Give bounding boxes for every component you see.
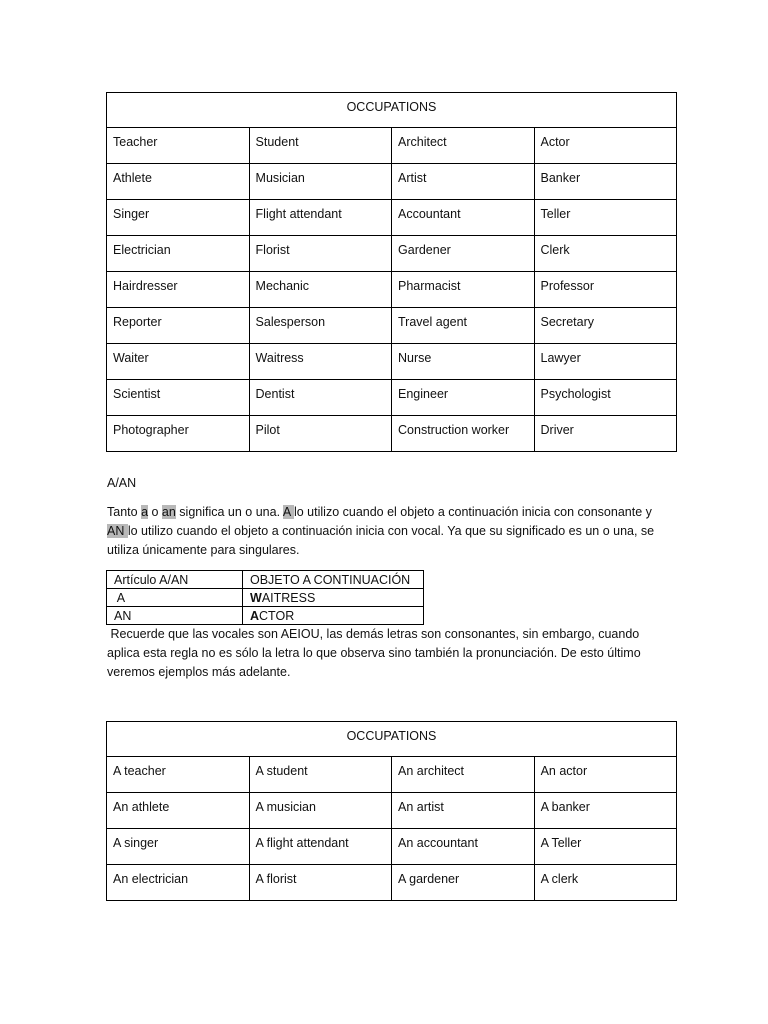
- explanation-paragraph: Tanto a o an significa un o una. A lo utilizo cuando el objeto a continuación inicia con consonante y AN lo utilizo cuando el objeto a continuación inicia con vocal. Ya que su significado es un o una, se utiliza únicamente para singulares.: [107, 505, 655, 557]
- table-row: [107, 272, 677, 308]
- table-cell: Waiter: [107, 344, 250, 380]
- occupations-with-articles-table: [106, 721, 677, 901]
- table-row: [107, 308, 677, 344]
- table-cell: Architect: [392, 128, 534, 164]
- table-cell: A flight attendant: [249, 829, 392, 865]
- table-cell: Clerk: [534, 236, 677, 272]
- object-header: OBJETO A CONTINUACIÓN: [243, 571, 424, 589]
- object-cell: ACTOR: [243, 607, 424, 625]
- article-cell: A: [107, 589, 243, 607]
- table-cell: Travel agent: [392, 308, 534, 344]
- table-cell: Psychologist: [534, 380, 677, 416]
- table-cell: Mechanic: [249, 272, 391, 308]
- table-row: [107, 128, 677, 164]
- table-cell: Pilot: [249, 416, 391, 452]
- table-cell: An electrician: [107, 865, 250, 901]
- table-cell: Banker: [534, 164, 677, 200]
- article-cell: AN: [107, 607, 243, 625]
- table-cell: Hairdresser: [107, 272, 250, 308]
- table-row: [107, 380, 677, 416]
- table-cell: Electrician: [107, 236, 250, 272]
- table-cell: Musician: [249, 164, 391, 200]
- object-cell: WAITRESS: [243, 589, 424, 607]
- table-header: OCCUPATIONS: [107, 93, 677, 128]
- table-cell: Actor: [534, 128, 677, 164]
- section-title: A/AN: [107, 476, 137, 490]
- table-cell: A gardener: [392, 865, 535, 901]
- table-cell: A clerk: [534, 865, 676, 901]
- table-cell: Professor: [534, 272, 677, 308]
- table-cell: An athlete: [107, 793, 250, 829]
- table-cell: Scientist: [107, 380, 250, 416]
- article-table: [106, 570, 424, 625]
- table-cell: Secretary: [534, 308, 677, 344]
- table-cell: A student: [249, 757, 392, 793]
- table-cell: Pharmacist: [392, 272, 534, 308]
- table-cell: A musician: [249, 793, 392, 829]
- table-cell: Nurse: [392, 344, 534, 380]
- note-paragraph: Recuerde que las vocales son AEIOU, las demás letras son consonantes, sin embargo, cuando aplica esta regla no es sólo la letra lo que observa sino también la pronunciación. De esto último veremos ejemplos más adelante.: [107, 627, 641, 679]
- table-cell: An accountant: [392, 829, 535, 865]
- table-cell: Accountant: [392, 200, 534, 236]
- table-row: [107, 829, 677, 865]
- table-cell: Construction worker: [392, 416, 534, 452]
- table-cell: A singer: [107, 829, 250, 865]
- table-header: OCCUPATIONS: [107, 722, 677, 757]
- table-row: [107, 865, 677, 901]
- table-cell: A florist: [249, 865, 392, 901]
- table-cell: Teacher: [107, 128, 250, 164]
- table-cell: Flight attendant: [249, 200, 391, 236]
- table-cell: Waitress: [249, 344, 391, 380]
- table-cell: Lawyer: [534, 344, 677, 380]
- table-cell: Salesperson: [249, 308, 391, 344]
- occupations-table: [106, 92, 677, 452]
- table-cell: Dentist: [249, 380, 391, 416]
- table-cell: Photographer: [107, 416, 250, 452]
- table-cell: An actor: [534, 757, 676, 793]
- table-row: [107, 200, 677, 236]
- table-cell: Florist: [249, 236, 391, 272]
- article-header: Artículo A/AN: [107, 571, 243, 589]
- table-cell: An architect: [392, 757, 535, 793]
- table-row: [107, 164, 677, 200]
- table-cell: An artist: [392, 793, 535, 829]
- table-row: [107, 757, 677, 793]
- table-row: [107, 416, 677, 452]
- table-row: [107, 344, 677, 380]
- table-cell: A Teller: [534, 829, 676, 865]
- table-cell: Artist: [392, 164, 534, 200]
- table-cell: Driver: [534, 416, 677, 452]
- table-cell: Engineer: [392, 380, 534, 416]
- table-cell: A banker: [534, 793, 676, 829]
- table-cell: Athlete: [107, 164, 250, 200]
- table-row: [107, 793, 677, 829]
- table-cell: Teller: [534, 200, 677, 236]
- table-cell: Singer: [107, 200, 250, 236]
- table-cell: Student: [249, 128, 391, 164]
- table-cell: A teacher: [107, 757, 250, 793]
- table-cell: Gardener: [392, 236, 534, 272]
- table-row: [107, 236, 677, 272]
- table-cell: Reporter: [107, 308, 250, 344]
